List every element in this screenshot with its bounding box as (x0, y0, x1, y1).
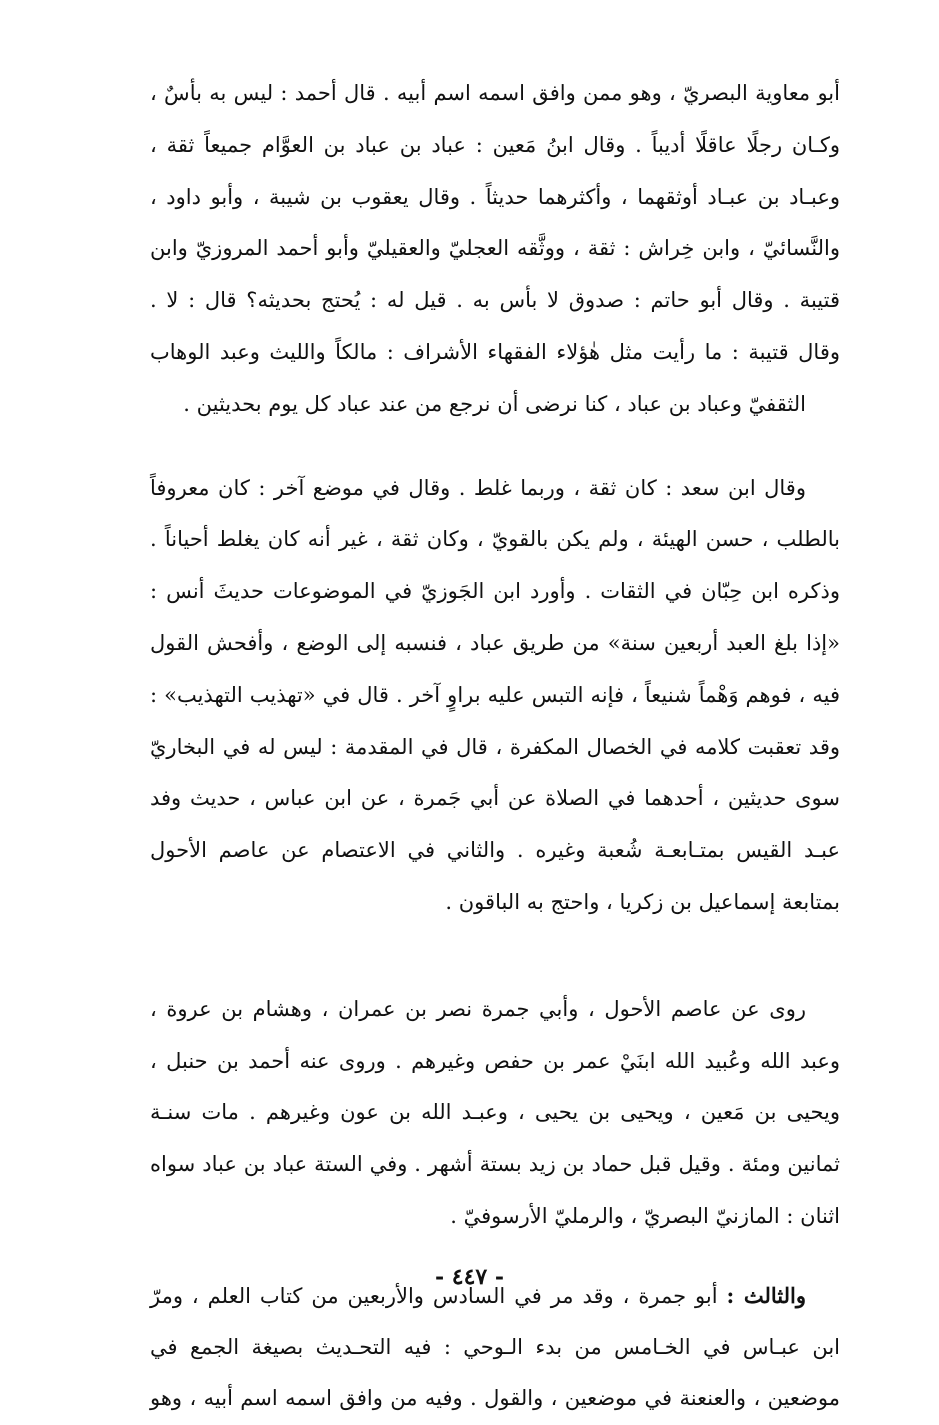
text-line: بالطلب ، حسن الهيئة ، ولم يكن بالقويّ ، وكان ثقة ، غير أنه كان يغلط أحياناً . (150, 527, 840, 552)
text-line: أبو معاوية البصريّ ، وهو ممن وافق اسمه اسم أبيه . قال أحمد : ليس به بأسٌ ، (150, 81, 840, 105)
text-line: والنَّسائيّ ، وابن خِراش : ثقة ، ووثَّقه العجليّ والعقيليّ وأبو أحمد المروزيّ وابن (150, 236, 840, 261)
text-line: ابن عبـاس في الخـامس من بدء الـوحي : فيه التحـديث بصيغة الجمع في (150, 1334, 840, 1359)
paragraph-4 (150, 1270, 840, 1425)
text-line: ويحيى بن مَعين ، ويحيى بن يحيى ، وعبـد الله بن عون وغيرهم . مات سنـة (150, 1100, 840, 1125)
page-number: - ٤٤٧ - (434, 1264, 505, 1290)
text-line-rest: أبو جمرة ، وقد مر في السادس والأربعين من كتاب العلم ، ومرّ (150, 1283, 727, 1308)
text-line: وعبـاد بن عبـاد أوثقهما ، وأكثرهما حديثاً . وقال يعقوب بن شيبة ، وأبو داود ، (150, 184, 840, 209)
text-line: «إذا بلغ العبد أربعين سنة» من طريق عباد ، فنسبه إلى الوضع ، وأفحش القول (150, 630, 840, 655)
text-line: وقد تعقبت كلامه في الخصال المكفرة ، قال في المقدمة : ليس له في البخاريّ (150, 734, 840, 759)
text-line: سوى حديثين ، أحدهما في الصلاة عن أبي جَمرة ، عن ابن عباس ، حديث وفد (150, 786, 840, 811)
text-line: موضعين ، والعنعنة في موضعين ، والقول . وفيه من وافق اسمه اسم أبيه ، وهو (150, 1386, 840, 1411)
paragraph-3 (150, 984, 840, 1243)
text-line: ثمانين ومئة . وقيل قبل حماد بن زيد بستة أشهر . وفي الستة عباد بن عباد سواه (150, 1152, 840, 1177)
text-line: وعبد الله وعُبيد الله ابنَيْ عمر بن حفص وغيرهم . وروى عنه أحمد بن حنبل ، (150, 1048, 840, 1073)
text-line: وقال ابن سعد : كان ثقة ، وربما غلط . وقال في موضع آخر : كان معروفاً (150, 475, 806, 500)
text-line: عبـد القيس بمتـابعـة شُعبة وغيره . والثاني في الاعتصام عن عاصم الأحول (150, 838, 840, 863)
page-body (150, 68, 840, 1425)
text-line: اثنان : المازنيّ البصريّ ، والرمليّ الأرسوفيّ . (450, 1203, 840, 1228)
section-lead: والثالث : (726, 1282, 806, 1308)
text-line: وقال قتيبة : ما رأيت مثل هٰؤلاء الفقهاء الأشراف : مالكاً والليث وعبد الوهاب (150, 339, 840, 364)
text-line: قتيبة . وقال أبو حاتم : صدوق لا بأس به . قيل له : يُحتج بحديثه؟ قال : لا . (150, 288, 840, 313)
text-line: الثقفيّ وعباد بن عباد ، كنا نرضى أن نرجع من عند عباد كل يوم بحديثين . (183, 391, 806, 416)
text-line: بمتابعة إسماعيل بن زكريا ، واحتج به الباقون . (445, 889, 840, 914)
text-line: وكـان رجلًا عاقلًا أديباً . وقال ابنُ مَعين : عباد بن عباد بن العوَّام جميعاً ثقة ، (150, 132, 840, 157)
text-line: روى عن عاصم الأحول ، وأبي جمرة نصر بن عمران ، وهشام بن عروة ، (150, 996, 806, 1021)
text-line: وذكره ابن حِبّان في الثقات . وأورد ابن الجَوزيّ في الموضوعات حديثَ أنس : (150, 579, 840, 604)
text-line: فيه ، فوهم وَهْماً شنيعاً ، فإنه التبس عليه براوٍ آخر . قال في «تهذيب التهذيب» : (150, 682, 840, 707)
paragraph-2 (150, 463, 840, 929)
paragraph-1 (150, 68, 840, 431)
paragraph-spacer (150, 431, 840, 463)
paragraph-spacer (150, 929, 840, 984)
